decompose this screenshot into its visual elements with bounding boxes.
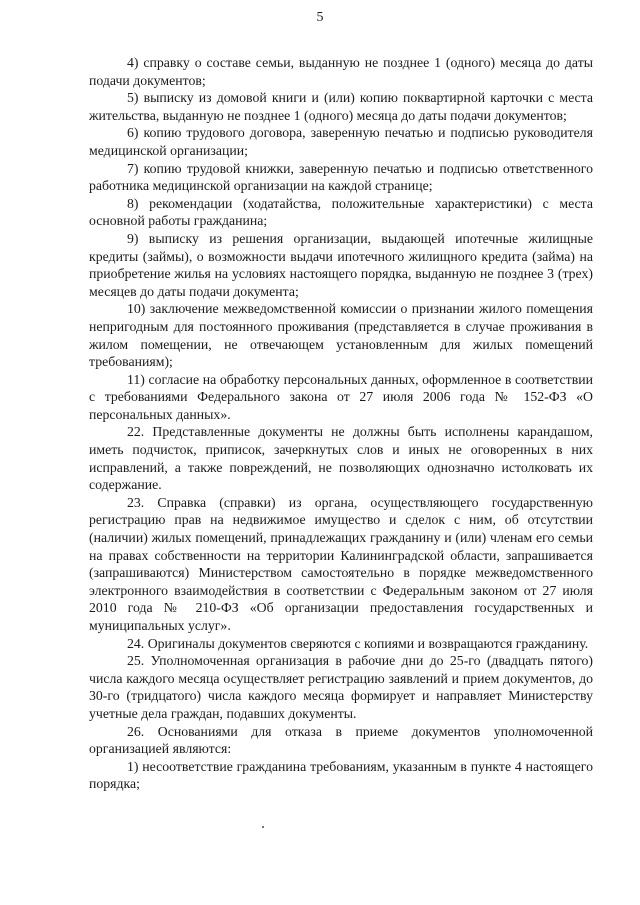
list-item-5-house-register-extract: 5) выписку из домовой книги и (или) копию поквартирной карточки с места жительства, выданную не позднее 1 (одного) месяца до даты подачи документов; (89, 90, 593, 123)
clause-26: 26. Основаниями для отказа в приеме документов уполномоченной организацией являются: (89, 723, 593, 757)
document-body (89, 54, 593, 793)
list-item-1-noncompliance: 1) несоответствие гражданина требованиям, указанным в пункте 4 настоящего порядка; (89, 758, 593, 792)
clause-25: 25. Уполномоченная организация в рабочие дни до 25-го (двадцать пятого) числа каждого месяца осуществляет регистрацию заявлений и прием документов, до 30-го (тридцатого) числа каждого месяца формирует и направляет Министерству учетные дела граждан, подавших документы. (89, 653, 593, 721)
scan-speck (262, 826, 264, 828)
list-item-4-family-certificate: 4) справку о составе семьи, выданную не позднее 1 (одного) месяца до даты подачи документов; (89, 55, 593, 88)
clause-22: 22. Представленные документы не должны быть исполнены карандашом, иметь подчисток, приписок, зачеркнутых слов и иных не оговоренных в них исправлений, а также повреждений, не позволяющих однозначно истолковать их содержание. (89, 424, 593, 493)
list-item-7-work-record-book-copy: 7) копию трудовой книжки, заверенную печатью и подписью ответственного работника медицинской организации на каждой странице; (89, 160, 593, 194)
list-item-9-mortgage-decision-extract: 9) выписку из решения организации, выдающей ипотечные жилищные кредиты (займы), о возможности выдачи ипотечного жилищного кредита (займа) на приобретение жилья на условиях настоящего порядка, выданную не позднее 3 (трех) месяцев до даты подачи документа; (89, 230, 593, 299)
list-item-8-recommendations: 8) рекомендации (ходатайства, положительные характеристики) с места основной работы гражданина; (89, 195, 593, 229)
page-number: 5 (316, 10, 324, 25)
list-item-10-commission-conclusion: 10) заключение межведомственной комиссии о признании жилого помещения непригодным для постоянного проживания (представляется в случае проживания в жилом помещении, не отвечающем установленным для жилых помещений требованиям); (89, 301, 593, 370)
clause-23: 23. Справка (справки) из органа, осуществляющего государственную регистрацию прав на недвижимое имущество и сделок с ним, об отсутствии (наличии) жилых помещений, принадлежащих гражданину и (или) членам его семьи на правах собственности на территории Калининградской области, запрашивается (запрашиваются) Министерством самостоятельно в порядке межведомственного электронного взаимодействия в соответствии с Федеральным законом от 27 июля 2010 года № 210-ФЗ «Об организации предоставления государственных и муниципальных услуг». (89, 494, 593, 633)
list-item-11-personal-data-consent: 11) согласие на обработку персональных данных, оформленное в соответствии с требованиями Федерального закона от 27 июля 2006 года № 152-ФЗ «О персональных данных». (89, 371, 593, 422)
clause-24: 24. Оригиналы документов сверяются с копиями и возвращаются гражданину. (127, 635, 589, 651)
list-item-6-employment-contract-copy: 6) копию трудового договора, заверенную печатью и подписью руководителя медицинской организации; (89, 125, 593, 158)
